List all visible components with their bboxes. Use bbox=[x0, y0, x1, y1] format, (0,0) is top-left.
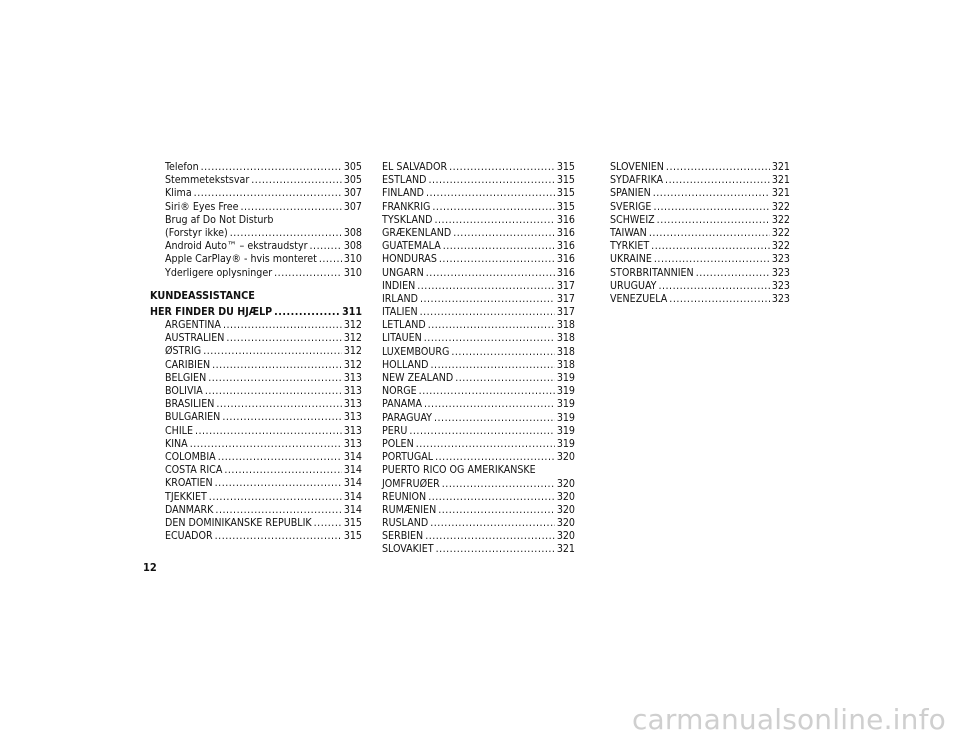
toc-entry-label: STORBRITANNIEN bbox=[610, 266, 694, 279]
toc-entry-page: 322 bbox=[771, 213, 790, 226]
dot-leader bbox=[230, 227, 342, 240]
toc-entry-label: Telefon bbox=[165, 161, 199, 173]
toc-entry-page: 319 bbox=[556, 411, 575, 424]
toc-entry[interactable] bbox=[150, 345, 362, 358]
toc-entry[interactable] bbox=[150, 477, 362, 490]
toc-entry[interactable] bbox=[382, 530, 575, 543]
toc-group-bottom bbox=[382, 478, 575, 557]
toc-entry-label: DANMARK bbox=[165, 503, 214, 516]
toc-entry-label: TJEKKIET bbox=[165, 490, 207, 503]
toc-entry-label: LITAUEN bbox=[382, 332, 422, 345]
toc-entry-page: 310 bbox=[343, 253, 362, 266]
toc-entry-page: 315 bbox=[343, 530, 362, 543]
toc-entry-label: SPANIEN bbox=[610, 187, 651, 200]
toc-entry[interactable] bbox=[382, 214, 575, 227]
toc-entry-label: AUSTRALIEN bbox=[165, 332, 225, 345]
toc-column-1 bbox=[150, 161, 362, 543]
dot-leader bbox=[201, 161, 342, 174]
dot-leader bbox=[453, 227, 555, 240]
toc-entry-label: NEW ZEALAND bbox=[382, 372, 454, 384]
watermark: carmanualsonline.info bbox=[631, 703, 946, 736]
toc-entry[interactable] bbox=[382, 319, 575, 332]
toc-entry-page: 313 bbox=[343, 437, 362, 450]
dot-leader bbox=[251, 174, 342, 187]
dot-leader bbox=[665, 174, 770, 187]
dot-leader bbox=[419, 385, 555, 398]
dot-leader bbox=[420, 306, 555, 319]
toc-entry-label: INDIEN bbox=[382, 279, 416, 292]
toc-entry-page: 323 bbox=[771, 253, 790, 266]
toc-entry[interactable] bbox=[150, 187, 362, 200]
toc-entry-page: 308 bbox=[343, 226, 362, 239]
dot-leader bbox=[205, 385, 342, 398]
dot-leader bbox=[212, 359, 342, 372]
dot-leader bbox=[434, 214, 554, 227]
toc-entry-label: BULGARIEN bbox=[165, 411, 221, 424]
toc-entry[interactable] bbox=[382, 438, 575, 451]
toc-entry[interactable] bbox=[150, 240, 362, 253]
toc-entry[interactable] bbox=[610, 240, 790, 253]
dot-leader bbox=[215, 504, 341, 517]
toc-entry-label: Klima bbox=[165, 187, 192, 200]
toc-entry[interactable] bbox=[150, 385, 362, 398]
dot-leader bbox=[215, 477, 342, 490]
toc-entry[interactable] bbox=[610, 201, 790, 214]
toc-entry-label: UNGARN bbox=[382, 266, 424, 279]
toc-entry[interactable] bbox=[150, 161, 362, 174]
toc-entry-label: EL SALVADOR bbox=[382, 161, 448, 173]
toc-entry[interactable] bbox=[150, 464, 362, 477]
toc-entry-label: CHILE bbox=[165, 424, 193, 437]
toc-entry[interactable] bbox=[150, 253, 362, 266]
toc-entry-label: TYSKLAND bbox=[382, 213, 433, 226]
dot-leader bbox=[436, 543, 555, 556]
toc-entry[interactable] bbox=[150, 530, 362, 543]
dot-leader bbox=[451, 346, 554, 359]
toc-entry-label: SYDAFRIKA bbox=[610, 174, 664, 187]
toc-entry-label: SLOVAKIET bbox=[382, 543, 434, 556]
toc-entry-label: ARGENTINA bbox=[165, 319, 221, 332]
toc-entry-label: ITALIEN bbox=[382, 306, 418, 319]
dot-leader bbox=[424, 332, 555, 345]
toc-entry-page: 320 bbox=[556, 517, 575, 530]
dot-leader bbox=[435, 451, 555, 464]
toc-entry-page: 321 bbox=[556, 543, 575, 556]
section-heading: KUNDEASSISTANCE bbox=[150, 288, 255, 302]
dot-leader bbox=[195, 425, 342, 438]
toc-entry-label: FINLAND bbox=[382, 187, 424, 200]
toc-entry-page: 313 bbox=[343, 371, 362, 384]
toc-entry-page: 313 bbox=[343, 411, 362, 424]
toc-group-mid bbox=[150, 227, 362, 280]
toc-entry-label: COLOMBIA bbox=[165, 450, 216, 463]
dot-leader bbox=[314, 517, 342, 530]
dot-leader bbox=[449, 161, 555, 174]
toc-entry[interactable] bbox=[150, 267, 362, 280]
toc-entry-label: (Forstyr ikke) bbox=[165, 226, 228, 239]
toc-entry-label: Apple CarPlay® - hvis monteret bbox=[165, 253, 317, 266]
dot-leader bbox=[209, 491, 342, 504]
toc-entry-page: 320 bbox=[556, 490, 575, 503]
toc-entry[interactable] bbox=[610, 174, 790, 187]
toc-entry-page: 318 bbox=[556, 332, 575, 345]
toc-entry-label-only: PUERTO RICO OG AMERIKANSKE bbox=[382, 464, 536, 477]
toc-group bbox=[610, 161, 790, 306]
toc-entry-label: LETLAND bbox=[382, 319, 426, 332]
toc-entry-label: BRASILIEN bbox=[165, 398, 215, 411]
toc-entry-page: 318 bbox=[556, 345, 575, 358]
dot-leader bbox=[274, 267, 342, 280]
toc-entry[interactable] bbox=[382, 543, 575, 556]
toc-entry[interactable] bbox=[382, 240, 575, 253]
page-number: 12 bbox=[143, 561, 157, 574]
toc-entry-page: 318 bbox=[556, 358, 575, 371]
toc-group-top bbox=[382, 161, 575, 464]
toc-entry-page: 322 bbox=[771, 200, 790, 213]
toc-entry-label: BOLIVIA bbox=[165, 385, 203, 397]
toc-entry-page: 312 bbox=[343, 345, 362, 358]
dot-leader bbox=[696, 267, 770, 280]
toc-group-top bbox=[150, 161, 362, 214]
toc-entry[interactable] bbox=[382, 517, 575, 530]
toc-entry[interactable] bbox=[382, 478, 575, 491]
toc-entry-label: REUNION bbox=[382, 490, 427, 503]
toc-entry-page: 313 bbox=[343, 424, 362, 437]
toc-entry-label: TYRKIET bbox=[610, 240, 650, 253]
toc-entry-page: 314 bbox=[343, 450, 362, 463]
toc-entry-page: 316 bbox=[556, 213, 575, 226]
toc-entry[interactable] bbox=[382, 398, 575, 411]
toc-entry[interactable] bbox=[382, 253, 575, 266]
toc-entry-label: KROATIEN bbox=[165, 477, 213, 490]
dot-leader bbox=[430, 517, 555, 530]
toc-entry-page: 316 bbox=[556, 226, 575, 239]
toc-entry[interactable] bbox=[382, 280, 575, 293]
toc-entry[interactable] bbox=[150, 332, 362, 345]
toc-entry[interactable] bbox=[382, 174, 575, 187]
toc-entry-page: 319 bbox=[556, 437, 575, 450]
dot-leader bbox=[669, 293, 770, 306]
toc-entry-page: 314 bbox=[343, 490, 362, 503]
toc-entry-label: COSTA RICA bbox=[165, 464, 223, 477]
toc-entry[interactable] bbox=[610, 187, 790, 200]
toc-entry[interactable] bbox=[150, 319, 362, 332]
toc-entry-label: PARAGUAY bbox=[382, 411, 432, 424]
toc-entry-page: 312 bbox=[343, 332, 362, 345]
toc-column-2 bbox=[382, 161, 575, 557]
toc-entry[interactable] bbox=[610, 161, 790, 174]
toc-entry[interactable] bbox=[150, 504, 362, 517]
toc-entry[interactable] bbox=[382, 359, 575, 372]
toc-entry[interactable] bbox=[382, 306, 575, 319]
dot-leader bbox=[434, 412, 555, 425]
toc-entry-label: FRANKRIG bbox=[382, 200, 431, 213]
toc-entry[interactable] bbox=[382, 267, 575, 280]
dot-leader bbox=[658, 280, 769, 293]
toc-entry[interactable] bbox=[150, 517, 362, 530]
toc-entry-page: 316 bbox=[556, 266, 575, 279]
toc-entry-page: 317 bbox=[556, 279, 575, 292]
toc-entry[interactable] bbox=[610, 253, 790, 266]
toc-entry[interactable] bbox=[150, 201, 362, 214]
toc-entry-label: SVERIGE bbox=[610, 200, 652, 213]
toc-entry-page: 323 bbox=[771, 266, 790, 279]
toc-entry-page: 321 bbox=[771, 187, 790, 200]
toc-entry-label: PERU bbox=[382, 424, 408, 437]
dot-leader bbox=[428, 491, 555, 504]
toc-entry-page: 321 bbox=[771, 174, 790, 187]
toc-entry-label: LUXEMBOURG bbox=[382, 345, 450, 358]
toc-entry[interactable] bbox=[150, 491, 362, 504]
toc-entry-page: 312 bbox=[343, 319, 362, 332]
dot-leader bbox=[222, 411, 342, 424]
toc-entry-page: 320 bbox=[556, 503, 575, 516]
dot-leader bbox=[426, 187, 555, 200]
toc-entry[interactable] bbox=[382, 201, 575, 214]
toc-entry-page: 322 bbox=[771, 226, 790, 239]
toc-entry-page: 307 bbox=[343, 200, 362, 213]
toc-subsection[interactable] bbox=[150, 306, 362, 319]
toc-entry-page: 320 bbox=[556, 530, 575, 543]
toc-entry-page: 313 bbox=[343, 385, 362, 397]
dot-leader bbox=[455, 372, 555, 385]
toc-entry[interactable] bbox=[382, 385, 575, 398]
toc-entry-page: 305 bbox=[343, 174, 362, 187]
toc-entry-label: JOMFRUØER bbox=[382, 477, 440, 490]
toc-entry-label: GRÆKENLAND bbox=[382, 226, 452, 239]
toc-entry-label: KINA bbox=[165, 437, 188, 450]
toc-entry[interactable] bbox=[610, 214, 790, 227]
toc-entry-page: 319 bbox=[556, 385, 575, 398]
dot-leader bbox=[240, 201, 341, 214]
toc-entry-label: ØSTRIG bbox=[165, 345, 202, 358]
toc-entry-page: 316 bbox=[556, 240, 575, 253]
dot-leader bbox=[651, 240, 770, 253]
toc-entry[interactable] bbox=[382, 491, 575, 504]
dot-leader bbox=[439, 253, 555, 266]
toc-entry[interactable] bbox=[150, 451, 362, 464]
toc-entry[interactable] bbox=[382, 451, 575, 464]
toc-entry-page: 320 bbox=[556, 451, 575, 464]
toc-entry[interactable] bbox=[382, 412, 575, 425]
toc-entry[interactable] bbox=[610, 267, 790, 280]
toc-subsection-label: HER FINDER DU HJÆLP bbox=[150, 305, 273, 318]
dot-leader bbox=[194, 187, 342, 200]
toc-entry-label: RUSLAND bbox=[382, 517, 429, 530]
toc-entry[interactable] bbox=[382, 372, 575, 385]
dot-leader bbox=[208, 372, 342, 385]
toc-column-3 bbox=[610, 161, 790, 306]
dot-leader bbox=[203, 345, 342, 358]
toc-entry-page: 319 bbox=[556, 424, 575, 437]
toc-entry-page: 315 bbox=[556, 161, 575, 173]
toc-entry-label: URUGUAY bbox=[610, 279, 657, 292]
dot-leader bbox=[666, 161, 770, 174]
dot-leader bbox=[653, 187, 770, 200]
dot-leader bbox=[432, 201, 554, 214]
toc-entry[interactable] bbox=[382, 293, 575, 306]
dot-leader bbox=[425, 530, 555, 543]
toc-entry-label: RUMÆNIEN bbox=[382, 503, 437, 516]
toc-entry-label: DEN DOMINIKANSKE REPUBLIK bbox=[165, 516, 312, 529]
toc-entry-label: GUATEMALA bbox=[382, 240, 441, 253]
dot-leader bbox=[190, 438, 342, 451]
toc-entry-label: VENEZUELA bbox=[610, 292, 668, 305]
toc-entry-page: 307 bbox=[343, 187, 362, 200]
toc-entry-label: NORGE bbox=[382, 385, 417, 398]
toc-entry-page: 308 bbox=[343, 240, 362, 253]
toc-entry-page: 317 bbox=[556, 292, 575, 305]
dot-leader bbox=[438, 504, 555, 517]
toc-entry-page: 321 bbox=[771, 161, 790, 173]
toc-entry[interactable] bbox=[382, 504, 575, 517]
toc-entry[interactable] bbox=[150, 174, 362, 187]
toc-entry-label: Android Auto™ – ekstraudstyr bbox=[165, 240, 308, 253]
toc-entry[interactable] bbox=[150, 398, 362, 411]
dot-leader bbox=[442, 478, 555, 491]
toc-entry-page: 314 bbox=[343, 464, 362, 477]
toc-entry-label: SLOVENIEN bbox=[610, 161, 664, 173]
dot-leader bbox=[426, 267, 555, 280]
toc-entry-page: 323 bbox=[771, 279, 790, 292]
toc-entry-label-only: Brug af Do Not Disturb bbox=[165, 213, 274, 226]
toc-entry-label: Stemmetekstsvar bbox=[165, 174, 250, 187]
dot-leader bbox=[319, 253, 342, 266]
dot-leader bbox=[431, 359, 555, 372]
toc-entry-label: Yderligere oplysninger bbox=[165, 266, 273, 279]
toc-entry-label: BELGIEN bbox=[165, 371, 207, 384]
toc-entry-page: 312 bbox=[343, 358, 362, 371]
toc-entry-page: 318 bbox=[556, 319, 575, 332]
toc-entry-label: TAIWAN bbox=[610, 226, 647, 239]
toc-entry[interactable] bbox=[382, 227, 575, 240]
dot-leader bbox=[417, 280, 555, 293]
toc-entry-label: SERBIEN bbox=[382, 530, 424, 543]
dot-leader bbox=[653, 201, 769, 214]
toc-entry[interactable] bbox=[610, 280, 790, 293]
toc-entry-label: POLEN bbox=[382, 437, 414, 450]
toc-entry-page: 322 bbox=[771, 240, 790, 253]
dot-leader bbox=[310, 240, 342, 253]
toc-entry-page: 314 bbox=[343, 503, 362, 516]
toc-entry[interactable] bbox=[150, 227, 362, 240]
toc-entry[interactable] bbox=[150, 425, 362, 438]
toc-entry[interactable] bbox=[610, 293, 790, 306]
dot-leader bbox=[428, 174, 554, 187]
dot-leader bbox=[409, 425, 554, 438]
toc-entry-page: 317 bbox=[556, 306, 575, 319]
toc-entry-label: HOLLAND bbox=[382, 358, 429, 371]
dot-leader bbox=[443, 240, 555, 253]
toc-entry-page: 310 bbox=[343, 266, 362, 279]
toc-entry-label: CARIBIEN bbox=[165, 358, 211, 371]
toc-entry-label: HONDURAS bbox=[382, 253, 437, 266]
toc-entry-label: ESTLAND bbox=[382, 174, 427, 187]
toc-entry-label: PORTUGAL bbox=[382, 451, 434, 464]
toc-entry-label: UKRAINE bbox=[610, 253, 652, 266]
toc-entry-label: IRLAND bbox=[382, 292, 418, 305]
dot-leader bbox=[226, 332, 341, 345]
toc-entry[interactable] bbox=[382, 425, 575, 438]
dot-leader bbox=[223, 319, 342, 332]
toc-entry-page: 319 bbox=[556, 372, 575, 384]
toc-entry-page: 314 bbox=[343, 477, 362, 490]
toc-entry[interactable] bbox=[150, 372, 362, 385]
toc-subsection-page: 311 bbox=[342, 305, 362, 318]
dot-leader bbox=[216, 398, 341, 411]
toc-entry[interactable] bbox=[382, 187, 575, 200]
toc-entry-label: PANAMA bbox=[382, 398, 422, 411]
toc-entry[interactable] bbox=[150, 359, 362, 372]
toc-entry-label: ECUADOR bbox=[165, 530, 213, 543]
toc-entry[interactable] bbox=[150, 411, 362, 424]
toc-entry-page: 323 bbox=[771, 292, 790, 305]
toc-entry[interactable] bbox=[610, 227, 790, 240]
toc-entry-label: Siri® Eyes Free bbox=[165, 200, 239, 213]
toc-entry[interactable] bbox=[382, 346, 575, 359]
dot-leader bbox=[657, 214, 770, 227]
toc-entry-page: 313 bbox=[343, 398, 362, 411]
dot-leader bbox=[224, 464, 341, 477]
toc-entry-page: 315 bbox=[343, 516, 362, 529]
toc-entry-label: SCHWEIZ bbox=[610, 213, 655, 226]
dot-leader bbox=[215, 530, 342, 543]
toc-entry-page: 319 bbox=[556, 398, 575, 411]
dot-leader bbox=[428, 319, 555, 332]
dot-leader bbox=[420, 293, 555, 306]
dot-leader bbox=[654, 253, 770, 266]
toc-entry-page: 315 bbox=[556, 187, 575, 200]
dot-leader bbox=[649, 227, 770, 240]
toc-entry[interactable] bbox=[382, 332, 575, 345]
dot-leader bbox=[218, 451, 342, 464]
dot-leader bbox=[274, 306, 340, 319]
toc-entry-page: 315 bbox=[556, 174, 575, 187]
dot-leader bbox=[424, 398, 555, 411]
dot-leader bbox=[416, 438, 555, 451]
toc-entry[interactable] bbox=[382, 161, 575, 174]
toc-entry-page: 320 bbox=[556, 477, 575, 490]
toc-group-bottom bbox=[150, 319, 362, 543]
toc-entry-page: 315 bbox=[556, 200, 575, 213]
toc-entry-page: 305 bbox=[343, 161, 362, 173]
toc-entry-page: 316 bbox=[556, 253, 575, 266]
toc-entry[interactable] bbox=[150, 438, 362, 451]
